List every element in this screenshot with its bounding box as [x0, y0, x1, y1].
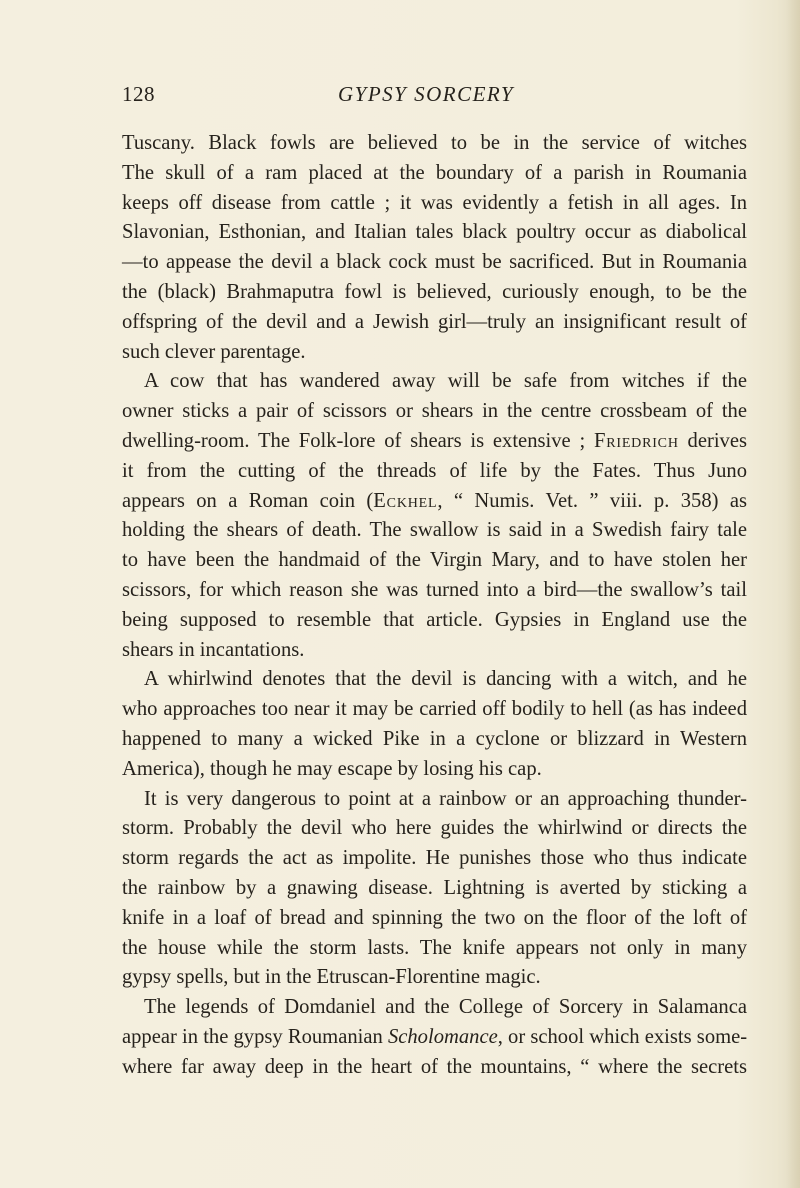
text-run: appear in the gypsy Roumanian [122, 1025, 388, 1048]
text-line: A cow that has wandered away will be safe from witches if the [144, 370, 747, 393]
body-text [122, 129, 747, 1083]
text-line: Tuscany. Black fowls are believed to be in the service of witches [122, 132, 747, 154]
text-line: A whirlwind denotes that the devil is dancing with a witch, and he [144, 668, 747, 691]
text-line: storm regards the act as impolite. He punishes those who thus indicate [122, 847, 747, 870]
page-number: 128 [122, 82, 155, 106]
text-line: owner sticks a pair of scissors or shears in the centre crossbeam of the [122, 400, 747, 423]
text-line: keeps off disease from cattle ; it was evidently a fetish in all ages. In [122, 191, 747, 214]
text-line: the (black) Brahmaputra fowl is believed, curiously enough, to be the [122, 280, 747, 303]
text-line: gypsy spells, but in the Etruscan-Florentine magic. [122, 966, 541, 989]
text-line: knife in a loaf of bread and spinning the two on the floor of the loft of [122, 906, 747, 929]
page-edge-shadow [786, 0, 800, 1188]
text-line: who approaches too near it may be carried off bodily to hell (as has indeed [122, 698, 747, 721]
text-line: storm. Probably the devil who here guides the whirlwind or directs the [122, 817, 747, 840]
text-line: scissors, for which reason she was turned into a bird—the swallow’s tail [122, 578, 747, 601]
text-line: —to appease the devil a black cock must be sacrificed. But in Roumania [122, 251, 747, 274]
text-line: It is very dangerous to point at a rainbow or an approaching thunder- [144, 787, 747, 810]
text-run: derives [678, 429, 747, 452]
text-line: it from the cutting of the threads of life by the Fates. Thus Juno [122, 459, 747, 482]
text-line [122, 487, 747, 517]
text-line [122, 1023, 747, 1053]
text-line: offspring of the devil and a Jewish girl—truly an insignificant result of [122, 310, 747, 333]
text-line: happened to many a wicked Pike in a cyclone or blizzard in Western [122, 727, 747, 750]
text-line: the rainbow by a gnawing disease. Lightning is averted by sticking a [122, 876, 747, 899]
italic-term: Scholomance [387, 1025, 498, 1048]
running-head [0, 82, 800, 112]
text-line: the house while the storm lasts. The knife appears not only in many [122, 936, 747, 959]
text-line: where far away deep in the heart of the mountains, “ where the secrets [122, 1055, 747, 1078]
text-line: being supposed to resemble that article. Gypsies in England use the [122, 608, 747, 631]
text-run: , “ Numis. Vet. ” viii. p. 358) as [437, 489, 748, 512]
text-run: appears on a Roman coin ( [122, 489, 374, 512]
text-line: such clever parentage. [122, 340, 306, 363]
author-name-smallcaps: Friedrich [593, 429, 679, 452]
text-line [122, 427, 747, 457]
text-line: The skull of a ram placed at the boundary of a parish in Roumania [122, 161, 747, 184]
text-line: America), though he may escape by losing his cap. [122, 757, 542, 780]
text-line: shears in incantations. [122, 638, 305, 661]
text-run: dwelling-room. The Folk-lore of shears is extensive ; [122, 429, 594, 452]
text-line: The legends of Domdaniel and the College of Sorcery in Salamanca [144, 996, 747, 1019]
text-run: , or school which exists some- [497, 1025, 748, 1048]
text-line: Slavonian, Esthonian, and Italian tales black poultry occur as diabolical [122, 221, 747, 244]
text-line: to have been the handmaid of the Virgin Mary, and to have stolen her [122, 549, 747, 572]
text-line: holding the shears of death. The swallow is said in a Swedish fairy tale [122, 519, 747, 542]
running-title: GYPSY SORCERY [338, 82, 515, 106]
author-name-smallcaps: Eckhel [373, 489, 438, 512]
